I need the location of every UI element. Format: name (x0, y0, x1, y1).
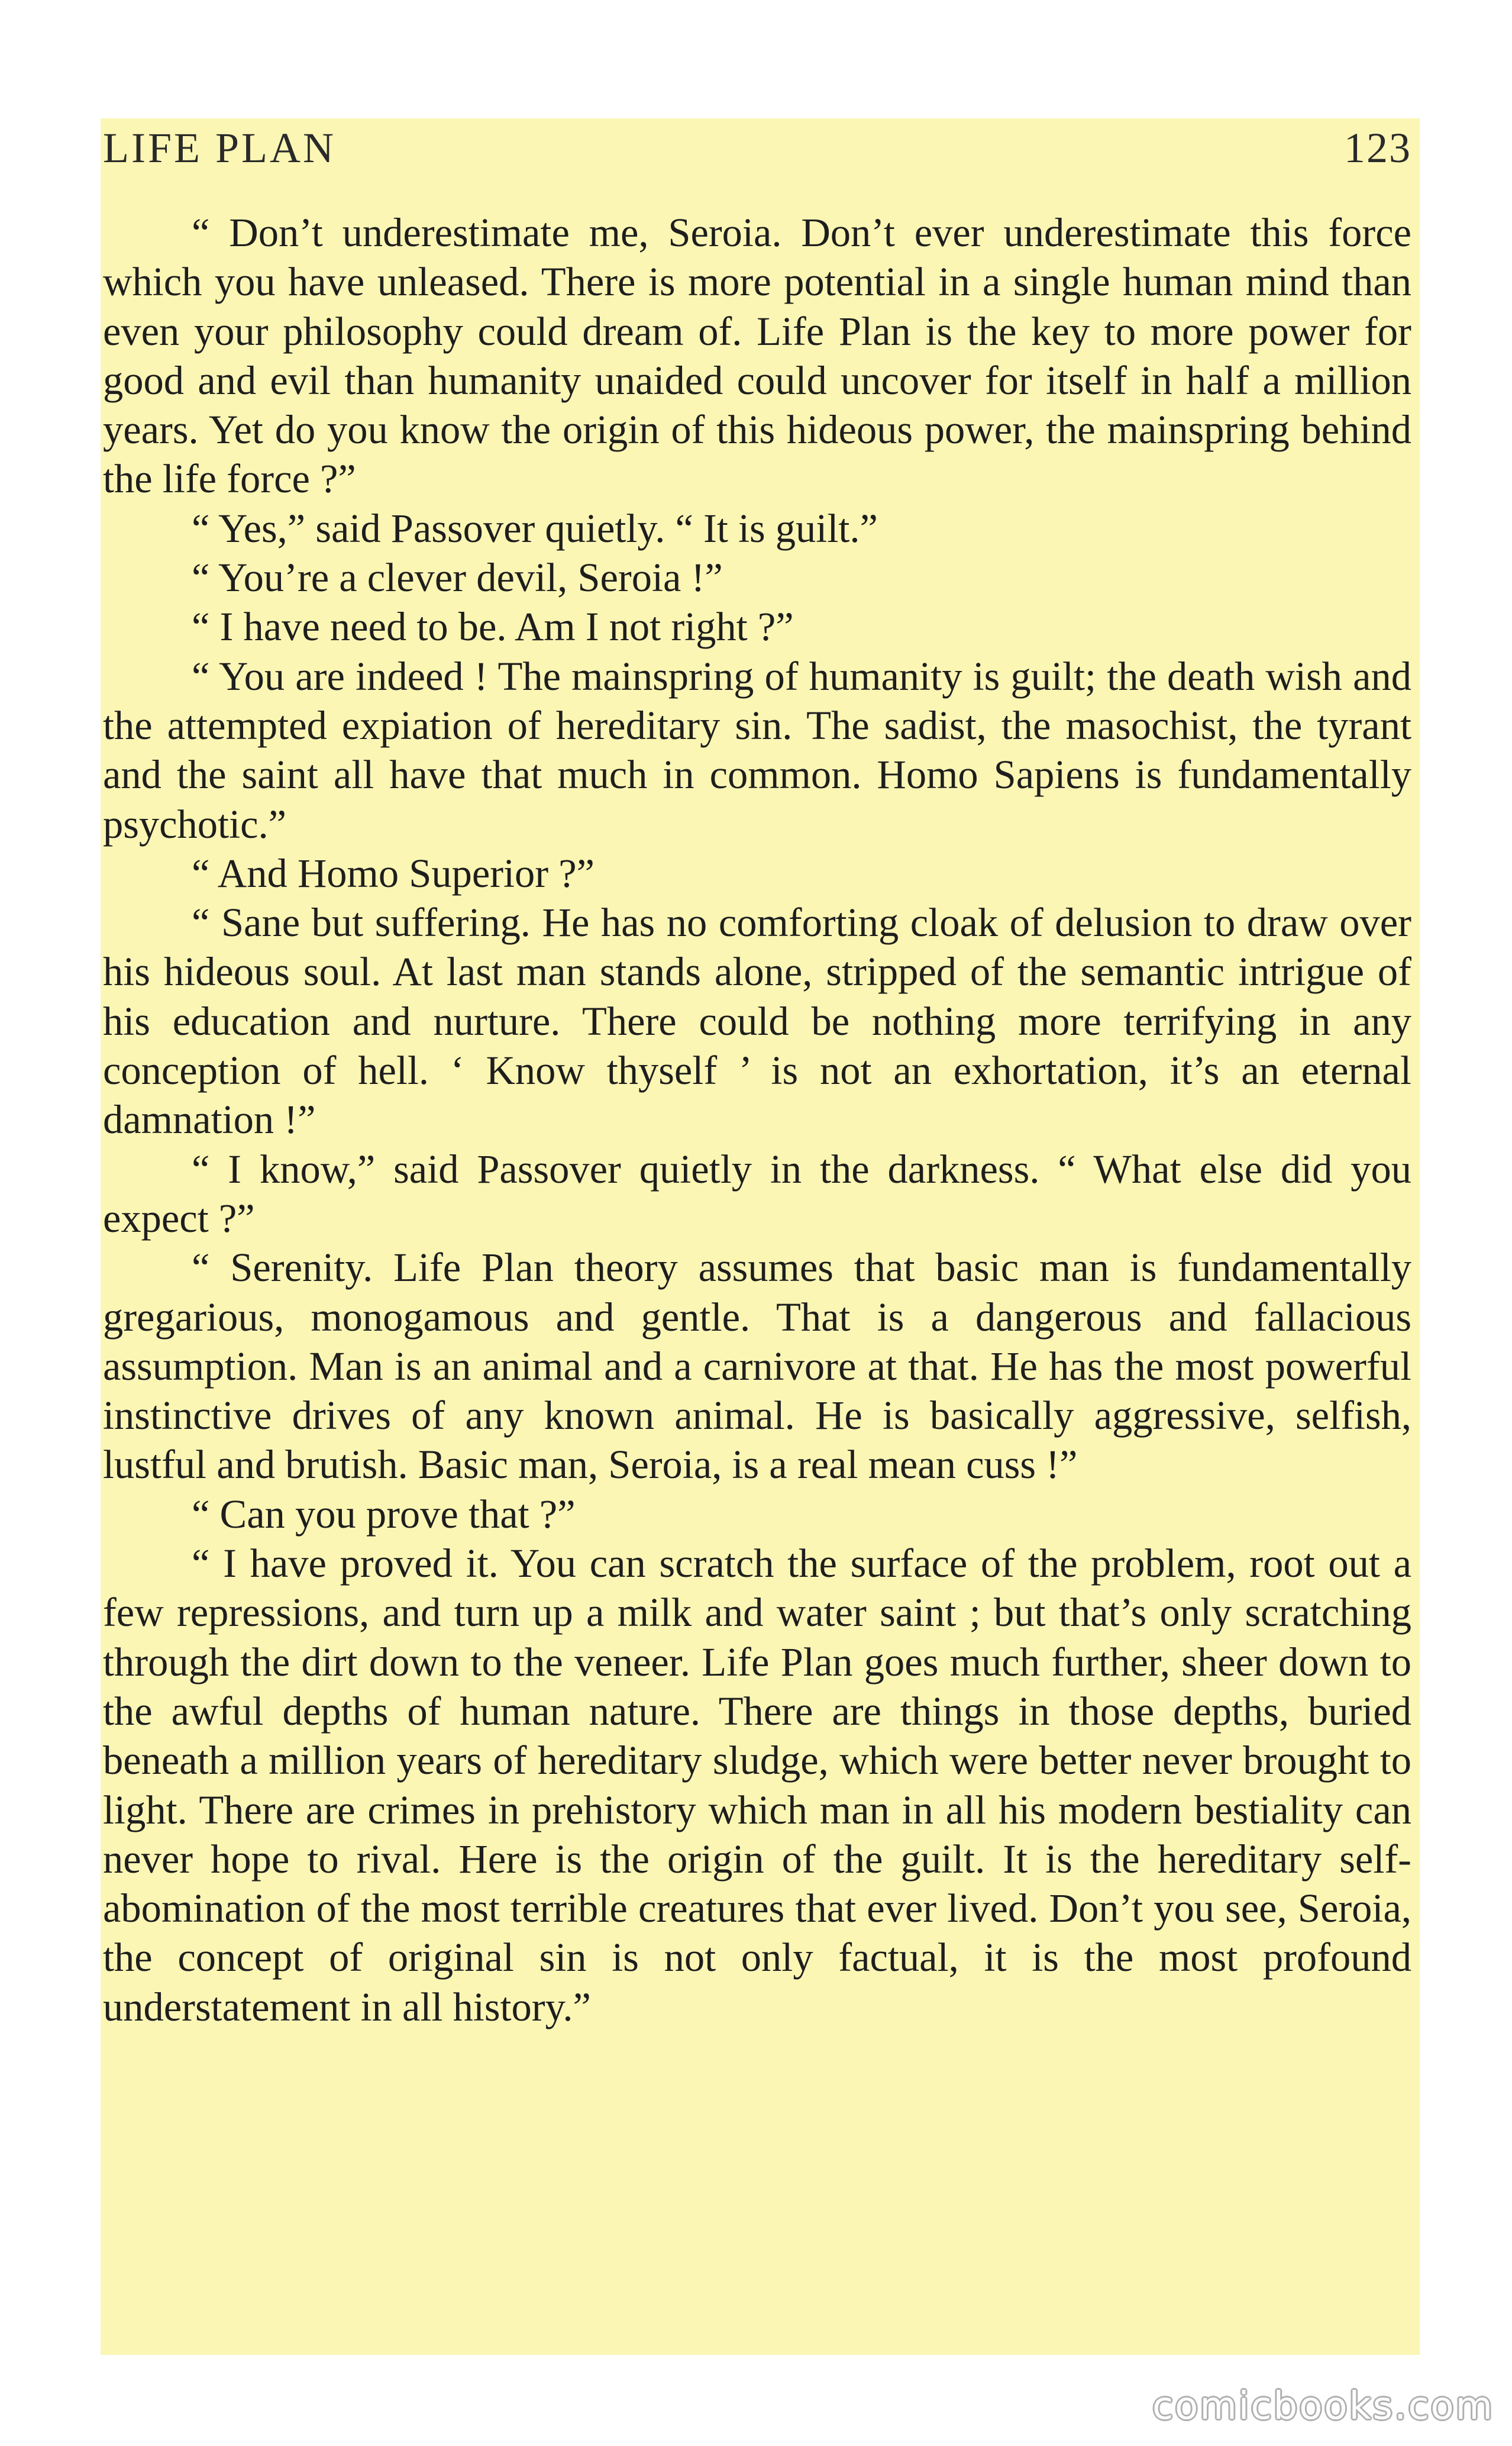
paragraph: “ Serenity. Life Plan theory assumes that basic man is fundamentally gregarious, monogamous and gentle. That is a dangerous and fallacious assumption. Man is an animal and a carnivore at that. He has the most powerful instinctive drives of any known animal. He is basically aggressive, selfish, lustful and brutish. Basic man, Seroia, is a real mean cuss !” (103, 1245, 1411, 1487)
paragraph: “ And Homo Superior ?” (192, 850, 595, 896)
paragraph: “ Can you prove that ?” (192, 1491, 576, 1537)
paragraph: “ Don’t underestimate me, Seroia. Don’t ever underestimate this force which you have unleased. There is more potential in a single human mind than even your philosophy could dream of. Life Plan is the key to more power for good and evil than humanity unaided could uncover for itself in half a million years. Yet do you know the origin of this hideous power, the mainspring behind the life force ?” (103, 210, 1411, 502)
paragraph: “ Sane but suffering. He has no comforting cloak of delusion to draw over his hideous soul. At last man stands alone, stripped of the semantic intrigue of his education and nurture. There could be nothing more terrifying in any conception of hell. ‘ Know thyself ’ is not an exhortation, it’s an eternal damnation !” (103, 900, 1411, 1143)
book-page (101, 118, 1420, 2355)
paragraph: “ I have proved it. You can scratch the surface of the problem, root out a few repressions, and turn up a milk and water saint ; but that’s only scratching through the dirt down to the veneer. Life Plan goes much further, sheer down to the awful depths of human nature. There are things in those depths, buried beneath a million years of hereditary sludge, which were better never brought to light. There are crimes in prehistory which man in all his modern bestiality can never hope to rival. Here is the origin of the guilt. It is the hereditary self-abomination of the most terrible creatures that ever lived. Don’t you see, Seroia, the concept of original sin is not only factual, it is the most profound understatement in all history.” (103, 1541, 1411, 2029)
paragraph: “ You are indeed ! The mainspring of humanity is guilt; the death wish and the attempted expiation of hereditary sin. The sadist, the masochist, the tyrant and the saint all have that much in common. Homo Sapiens is fundamentally psychotic.” (103, 653, 1411, 847)
paragraph: “ Yes,” said Passover quietly. “ It is guilt.” (192, 505, 878, 551)
paragraph: “ I have need to be. Am I not right ?” (192, 604, 794, 650)
running-title: LIFE PLAN (103, 124, 336, 172)
site-watermark: comicbooks.com (1152, 2384, 1494, 2428)
body-text (103, 208, 1411, 2032)
paragraph: “ I know,” said Passover quietly in the darkness. “ What else did you expect ?” (103, 1146, 1411, 1241)
paragraph: “ You’re a clever devil, Seroia !” (192, 555, 723, 601)
page-number: 123 (1344, 124, 1411, 172)
running-header (101, 118, 1420, 178)
